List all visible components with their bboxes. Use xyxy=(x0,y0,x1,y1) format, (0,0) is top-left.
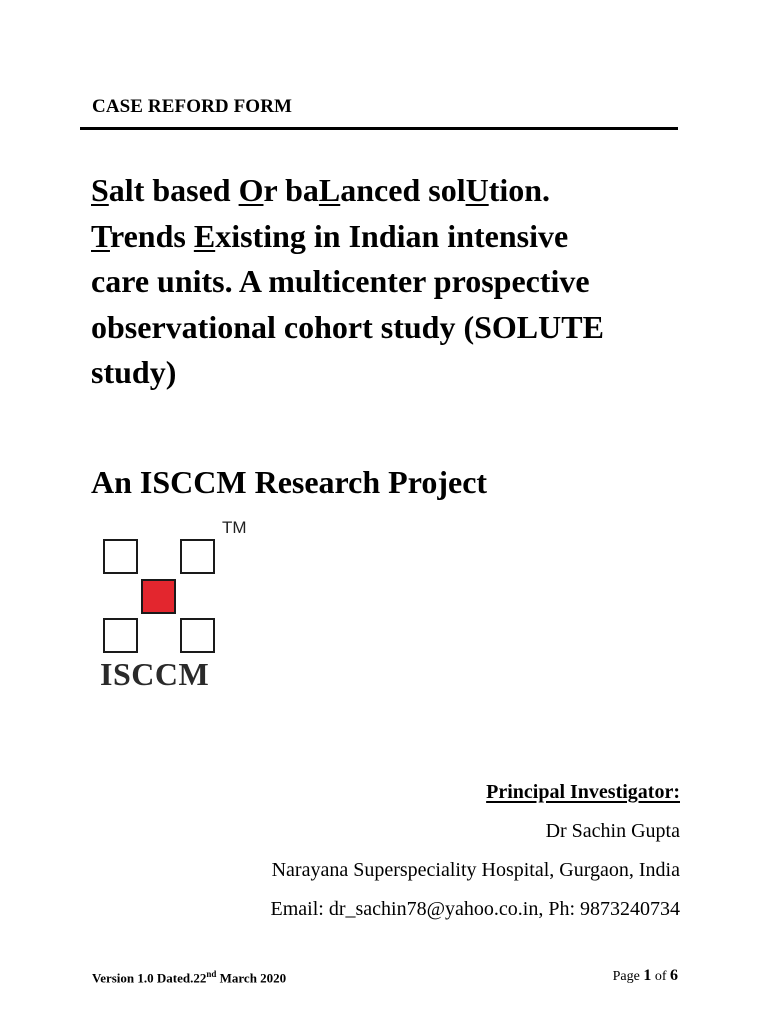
version-suffix: March 2020 xyxy=(216,970,287,986)
version-ordinal: nd xyxy=(206,969,217,979)
title-initial-u: U xyxy=(465,172,489,208)
title-fragment: alt based xyxy=(108,172,239,208)
title-initial-t: T xyxy=(91,217,110,254)
logo-wordmark: ISCCM xyxy=(100,656,210,692)
investigator-name: Dr Sachin Gupta xyxy=(545,820,680,842)
version-info xyxy=(92,969,286,986)
title-line-3: care units. A multicenter prospective xyxy=(91,263,590,299)
title-initial-o: O xyxy=(238,172,264,208)
page-of: of xyxy=(651,969,670,984)
title-line-5: study) xyxy=(91,354,177,390)
title-fragment: rends xyxy=(109,217,194,254)
study-title xyxy=(91,168,691,396)
title-fragment: anced sol xyxy=(340,172,466,208)
page-number xyxy=(613,967,678,985)
form-type-label: CASE REFORD FORM xyxy=(92,96,293,117)
title-fragment: r ba xyxy=(263,172,319,208)
isccm-logo xyxy=(100,518,270,698)
investigator-block xyxy=(271,778,680,923)
logo-square-bottom-left xyxy=(103,618,138,653)
title-initial-s: S xyxy=(91,172,109,208)
title-line-1 xyxy=(91,172,550,208)
version-prefix: Version 1.0 Dated.22 xyxy=(92,970,207,986)
investigator-affiliation: Narayana Superspeciality Hospital, Gurgaon, India xyxy=(271,859,680,881)
title-initial-l: L xyxy=(318,172,341,208)
title-line-2 xyxy=(91,218,568,254)
page-current: 1 xyxy=(643,967,652,984)
page-total: 6 xyxy=(670,967,678,984)
logo-trademark: TM xyxy=(222,518,247,537)
title-line-4: observational cohort study (SOLUTE xyxy=(91,308,604,345)
logo-square-top-left xyxy=(103,539,138,574)
logo-square-center-red xyxy=(141,579,176,614)
logo-square-top-right xyxy=(180,539,215,574)
title-initial-e: E xyxy=(193,217,216,254)
header-divider xyxy=(80,127,678,130)
investigator-label: Principal Investigator: xyxy=(486,781,680,803)
title-fragment: xisting in Indian intensive xyxy=(215,217,569,254)
investigator-contact: Email: dr_sachin78@yahoo.co.in, Ph: 9873240734 xyxy=(270,898,680,920)
title-fragment: tion. xyxy=(488,172,551,208)
project-subtitle: An ISCCM Research Project xyxy=(91,464,488,500)
page-word: Page xyxy=(612,969,644,984)
logo-square-bottom-right xyxy=(180,618,215,653)
